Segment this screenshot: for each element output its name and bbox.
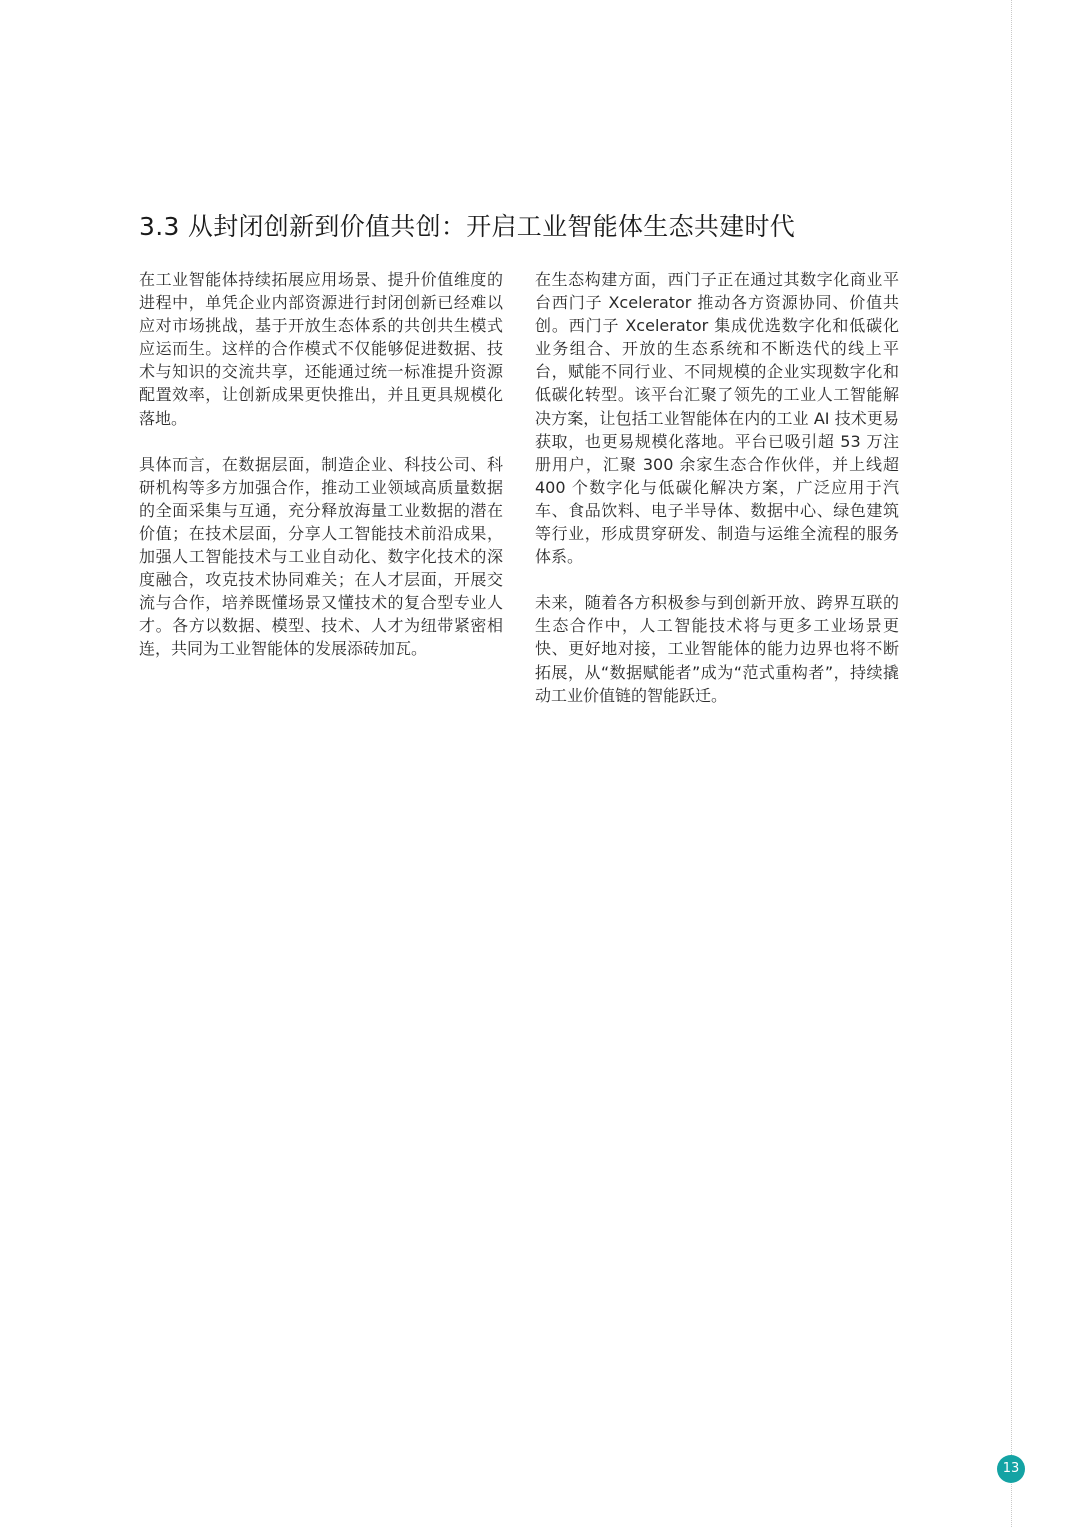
paragraph-open-ecosystem: 在工业智能体持续拓展应用场景、提升价值维度的进程中，单凭企业内部资源进行封闭创新已经难以应对市场挑战，基于开放生态体系的共创共生模式应运而生。这样的合作模式不仅能够促进数据、技术与知识的交流共享，还能通过统一标准提升资源配置效率，让创新成果更快推出，并且更具规模化落地。: [139, 270, 503, 428]
paragraph-siemens-xcelerator: 在生态构建方面，西门子正在通过其数字化商业平台西门子 Xcelerator 推动各方资源协同、价值共创。西门子 Xcelerator 集成优选数字化和低碳化业务组合、开放的生态系统和不断迭代的线上平台，赋能不同行业、不同规模的企业实现数字化和低碳化转型。该平台汇聚了领先的工业人工智能解决方案，让包括工业智能体在内的工业 AI 技术更易获取，也更易规模化落地。平台已吸引超 53 万注册用户，汇聚 300 余家生态合作伙伴，并上线超 400 个数字化与低碳化解决方案，广泛应用于汽车、食品饮料、电子半导体、数据中心、绿色建筑等行业，形成贯穿研发、制造与运维全流程的服务体系。: [535, 270, 899, 567]
left-text-column: [139, 268, 503, 661]
page-edge-divider: [1011, 0, 1012, 1527]
page-number-badge: 13: [997, 1455, 1025, 1483]
paragraph-cooperation-levels: 具体而言，在数据层面，制造企业、科技公司、科研机构等多方加强合作，推动工业领域高质量数据的全面采集与互通，充分释放海量工业数据的潜在价值；在技术层面，分享人工智能技术前沿成果，加强人工智能技术与工业自动化、数字化技术的深度融合，攻克技术协同难关；在人才层面，开展交流与合作，培养既懂场景又懂技术的复合型专业人才。各方以数据、模型、技术、人才为纽带紧密相连，共同为工业智能体的发展添砖加瓦。: [139, 454, 503, 659]
right-text-column: [535, 268, 899, 707]
paragraph-future-outlook: 未来，随着各方积极参与到创新开放、跨界互联的生态合作中，人工智能技术将与更多工业场景更快、更好地对接，工业智能体的能力边界也将不断拓展，从“数据赋能者”成为“范式重构者”，持续撬动工业价值链的智能跃迁。: [535, 593, 899, 705]
section-title: 3.3 从封闭创新到价值共创：开启工业智能体生态共建时代: [139, 212, 796, 241]
